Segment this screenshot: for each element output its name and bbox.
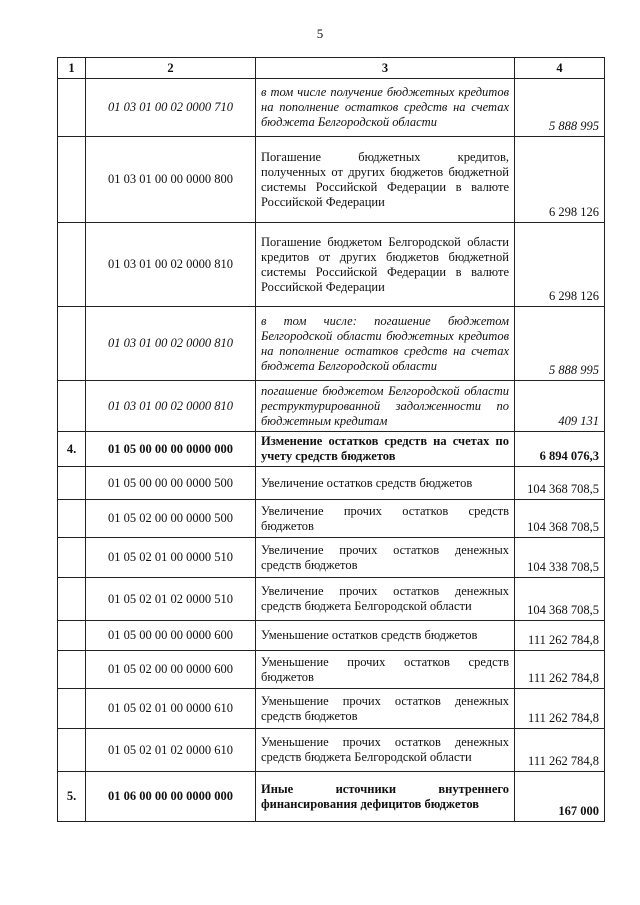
table-row	[58, 79, 605, 137]
budget-sources-table	[57, 57, 605, 822]
description-cell: Иные источники внутреннего финансирования дефицитов бюджетов	[256, 772, 515, 822]
table-header-row	[58, 58, 605, 79]
table-row	[58, 381, 605, 432]
amount-cell: 5 888 995	[515, 307, 605, 381]
row-number-cell	[58, 689, 86, 729]
table-row	[58, 621, 605, 651]
column-header: 2	[86, 58, 256, 79]
budget-code-cell: 01 05 02 01 02 0000 510	[86, 578, 256, 621]
budget-code-cell: 01 03 01 00 02 0000 710	[86, 79, 256, 137]
table-row	[58, 538, 605, 578]
table-row	[58, 500, 605, 538]
description-cell: в том числе получение бюджетных кредитов на пополнение остатков средств на счетах бюджета Белгородской области	[256, 79, 515, 137]
column-header: 1	[58, 58, 86, 79]
table-row	[58, 307, 605, 381]
budget-code-cell: 01 05 02 01 00 0000 610	[86, 689, 256, 729]
amount-cell: 111 262 784,8	[515, 651, 605, 689]
row-number-cell: 5.	[58, 772, 86, 822]
amount-cell: 111 262 784,8	[515, 729, 605, 772]
row-number-cell	[58, 651, 86, 689]
description-cell: Погашение бюджетных кредитов, полученных от других бюджетов бюджетной системы Российской Федерации в валюте Российской Федерации	[256, 137, 515, 223]
row-number-cell	[58, 223, 86, 307]
budget-code-cell: 01 05 02 01 00 0000 510	[86, 538, 256, 578]
row-number-cell	[58, 307, 86, 381]
row-number-cell	[58, 467, 86, 500]
table-row	[58, 689, 605, 729]
row-number-cell: 4.	[58, 432, 86, 467]
amount-cell: 104 368 708,5	[515, 467, 605, 500]
table-row	[58, 137, 605, 223]
column-header: 4	[515, 58, 605, 79]
row-number-cell	[58, 79, 86, 137]
budget-code-cell: 01 06 00 00 00 0000 000	[86, 772, 256, 822]
table-row	[58, 578, 605, 621]
row-number-cell	[58, 729, 86, 772]
amount-cell: 6 298 126	[515, 223, 605, 307]
budget-code-cell: 01 03 01 00 00 0000 800	[86, 137, 256, 223]
budget-code-cell: 01 05 00 00 00 0000 500	[86, 467, 256, 500]
description-cell: Увеличение остатков средств бюджетов	[256, 467, 515, 500]
page-number: 5	[316, 26, 324, 41]
row-number-cell	[58, 578, 86, 621]
column-header: 3	[256, 58, 515, 79]
table-row	[58, 467, 605, 500]
budget-code-cell: 01 05 00 00 00 0000 600	[86, 621, 256, 651]
amount-cell: 111 262 784,8	[515, 689, 605, 729]
description-cell: Уменьшение прочих остатков денежных средств бюджетов	[256, 689, 515, 729]
description-cell: Изменение остатков средств на счетах по учету средств бюджетов	[256, 432, 515, 467]
row-number-cell	[58, 621, 86, 651]
table-row	[58, 772, 605, 822]
budget-code-cell: 01 03 01 00 02 0000 810	[86, 223, 256, 307]
row-number-cell	[58, 500, 86, 538]
description-cell: в том числе: погашение бюджетом Белгородской области бюджетных кредитов на пополнение остатков средств на счетах бюджета Белгородской области	[256, 307, 515, 381]
amount-cell: 104 368 708,5	[515, 578, 605, 621]
amount-cell: 111 262 784,8	[515, 621, 605, 651]
table-row	[58, 729, 605, 772]
description-cell: Уменьшение остатков средств бюджетов	[256, 621, 515, 651]
description-cell: Уменьшение прочих остатков денежных средств бюджета Белгородской области	[256, 729, 515, 772]
budget-code-cell: 01 05 02 00 00 0000 600	[86, 651, 256, 689]
amount-cell: 409 131	[515, 381, 605, 432]
amount-cell: 6 298 126	[515, 137, 605, 223]
amount-cell: 104 368 708,5	[515, 500, 605, 538]
description-cell: Увеличение прочих остатков средств бюджетов	[256, 500, 515, 538]
budget-code-cell: 01 05 02 00 00 0000 500	[86, 500, 256, 538]
table-row	[58, 651, 605, 689]
row-number-cell	[58, 381, 86, 432]
amount-cell: 6 894 076,3	[515, 432, 605, 467]
row-number-cell	[58, 538, 86, 578]
table-body	[58, 79, 605, 822]
budget-code-cell: 01 05 00 00 00 0000 000	[86, 432, 256, 467]
amount-cell: 167 000	[515, 772, 605, 822]
description-cell: Увеличение прочих остатков денежных средств бюджета Белгородской области	[256, 578, 515, 621]
table-row	[58, 432, 605, 467]
budget-code-cell: 01 03 01 00 02 0000 810	[86, 381, 256, 432]
row-number-cell	[58, 137, 86, 223]
budget-code-cell: 01 03 01 00 02 0000 810	[86, 307, 256, 381]
description-cell: Увеличение прочих остатков денежных средств бюджетов	[256, 538, 515, 578]
description-cell: Погашение бюджетом Белгородской области кредитов от других бюджетов бюджетной системы Российской Федерации в валюте Российской Федерации	[256, 223, 515, 307]
description-cell: погашение бюджетом Белгородской области реструктурированной задолженности по бюджетным кредитам	[256, 381, 515, 432]
table-row	[58, 223, 605, 307]
description-cell: Уменьшение прочих остатков средств бюджетов	[256, 651, 515, 689]
budget-code-cell: 01 05 02 01 02 0000 610	[86, 729, 256, 772]
amount-cell: 5 888 995	[515, 79, 605, 137]
amount-cell: 104 338 708,5	[515, 538, 605, 578]
